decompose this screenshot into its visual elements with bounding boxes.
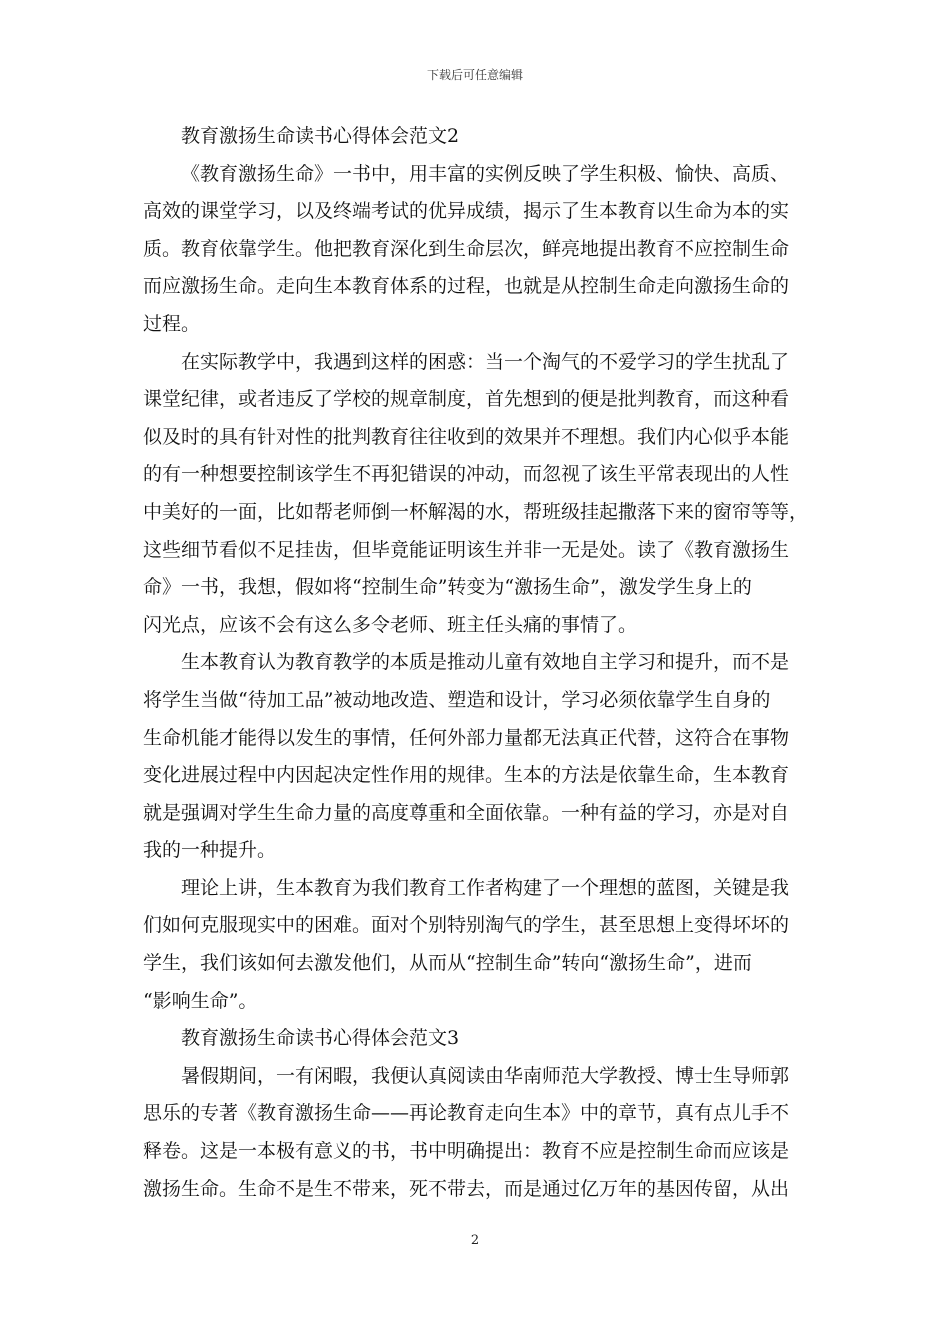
text-line: 将学生当做“待加工品”被动地改造、塑造和设计，学习必须依靠学生自身的	[143, 688, 771, 711]
header-note: 下载后可任意编辑	[426, 68, 523, 82]
text-line: “影响生命”。	[143, 989, 258, 1012]
text-line: 中美好的一面，比如帮老师倒一杯解渴的水，帮班级挂起撒落下来的窗帘等等，	[143, 500, 809, 523]
text-line: 理论上讲，生本教育为我们教育工作者构建了一个理想的蓝图，关键是我	[181, 876, 790, 899]
section-heading: 教育激扬生命读书心得体会范文3	[181, 1027, 460, 1050]
text-line: 暑假期间，一有闲暇，我便认真阅读由华南师范大学教授、博士生导师郭	[181, 1064, 790, 1087]
text-line: 命》一书，我想，假如将“控制生命”转变为“激扬生命”，激发学生身上的	[143, 576, 752, 599]
text-line: 变化进展过程中内因起决定性作用的规律。生本的方法是依靠生命，生本教育	[143, 764, 790, 787]
text-line: 激扬生命。生命不是生不带来，死不带去，而是通过亿万年的基因传留，从出	[143, 1177, 790, 1200]
text-line: 《教育激扬生命》一书中，用丰富的实例反映了学生积极、愉快、高质、	[181, 162, 790, 185]
text-line: 似及时的具有针对性的批判教育往往收到的效果并不理想。我们内心似乎本能	[143, 425, 790, 448]
text-line: 而应激扬生命。走向生本教育体系的过程，也就是从控制生命走向激扬生命的	[143, 275, 790, 298]
text-line: 就是强调对学生生命力量的高度尊重和全面依靠。一种有益的学习，亦是对自	[143, 801, 790, 824]
text-line: 们如何克服现实中的困难。面对个别特别淘气的学生，甚至思想上变得坏坏的	[143, 914, 790, 937]
text-line: 在实际教学中，我遇到这样的困惑：当一个淘气的不爱学习的学生扰乱了	[181, 350, 790, 373]
text-line: 质。教育依靠学生。他把教育深化到生命层次，鲜亮地提出教育不应控制生命	[143, 237, 790, 260]
text-line: 的有一种想要控制该学生不再犯错误的冲动，而忽视了该生平常表现出的人性	[143, 463, 790, 486]
text-line: 过程。	[143, 312, 201, 335]
document-body	[143, 118, 811, 1208]
text-line: 释卷。这是一本极有意义的书，书中明确提出：教育不应是控制生命而应该是	[143, 1140, 790, 1163]
text-line: 这些细节看似不足挂齿，但毕竟能证明该生并非一无是处。读了《教育激扬生	[143, 538, 790, 561]
text-line: 思乐的专著《教育激扬生命——再论教育走向生本》中的章节，真有点儿手不	[143, 1102, 790, 1125]
text-line: 课堂纪律，或者违反了学校的规章制度，首先想到的便是批判教育，而这种看	[143, 388, 790, 411]
page-number: 2	[470, 1233, 480, 1248]
text-line: 生命机能才能得以发生的事情，任何外部力量都无法真正代替，这符合在事物	[143, 726, 790, 749]
section-heading: 教育激扬生命读书心得体会范文2	[181, 125, 460, 147]
text-line: 我的一种提升。	[143, 839, 277, 862]
text-line: 学生，我们该如何去激发他们，从而从“控制生命”转向“激扬生命”，进而	[143, 952, 752, 975]
text-line: 闪光点，应该不会有这么多令老师、班主任头痛的事情了。	[143, 613, 638, 636]
text-line: 生本教育认为教育教学的本质是推动儿童有效地自主学习和提升，而不是	[181, 651, 790, 674]
text-line: 高效的课堂学习，以及终端考试的优异成绩，揭示了生本教育以生命为本的实	[143, 200, 790, 223]
